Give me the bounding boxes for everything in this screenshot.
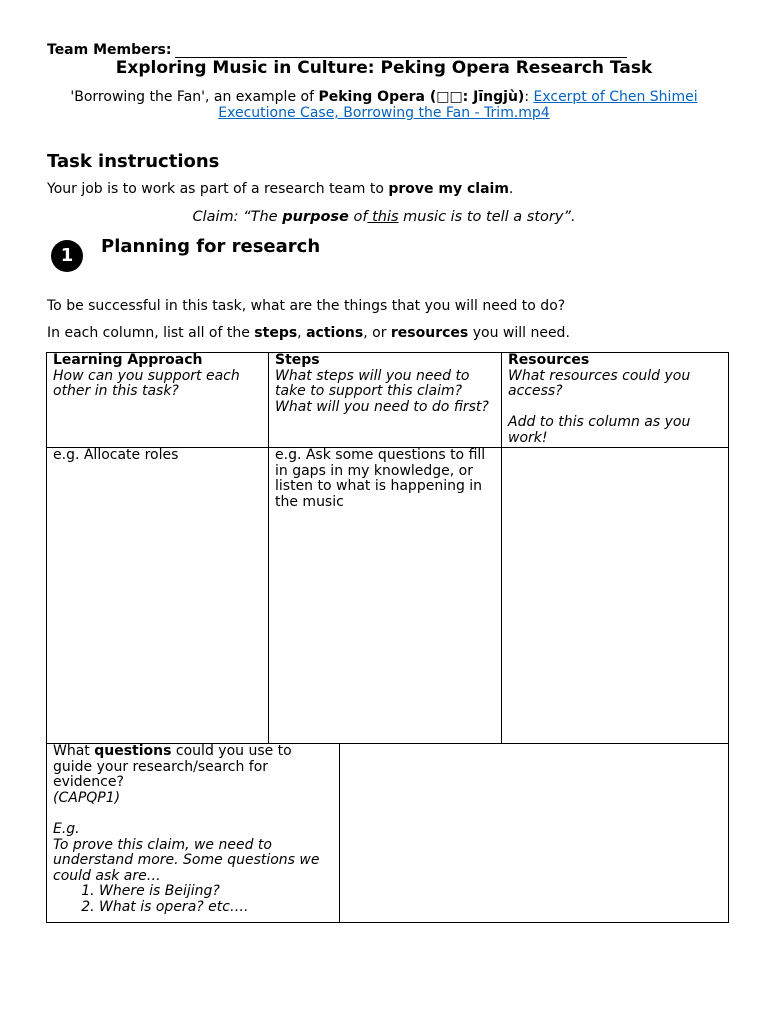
subtitle-bold: Peking Opera (□□: Jīngjù) — [318, 89, 525, 105]
claim-bold: purpose — [282, 209, 349, 225]
team-members-field — [47, 42, 627, 58]
job-suffix: . — [508, 181, 514, 197]
col3-note: Add to this column as you work! — [508, 414, 691, 446]
document-title: Exploring Music in Culture: Peking Opera Research Task — [115, 58, 653, 78]
subtitle-prefix: 'Borrowing the Fan', an example of — [70, 89, 319, 105]
col2-prompt: What steps will you need to take to support this claim? What will you need to do first? — [275, 367, 489, 415]
claim-mid: of — [348, 209, 368, 225]
claim-statement — [0, 209, 768, 225]
subtitle-colon: : — [524, 89, 534, 105]
claim-suffix: music is to tell a story”. — [398, 209, 576, 225]
questions-answer-cell[interactable] — [339, 743, 729, 923]
steps-answer[interactable]: e.g. Ask some questions to fill in gaps in my knowledge, or listen to what is happening in the music — [268, 447, 502, 744]
team-members-label: Team Members: — [47, 42, 172, 58]
q-b: could you use to guide your research/search for evidence? — [53, 743, 292, 791]
questions-code: (CAPQP1) — [53, 789, 121, 806]
q-a: What — [53, 743, 95, 759]
job-statement — [47, 181, 513, 197]
p2-d: you will need. — [468, 325, 570, 341]
claim-prefix: Claim: “The — [192, 209, 283, 225]
p2-steps: steps — [254, 325, 298, 341]
team-members-blank-line[interactable] — [175, 43, 627, 58]
job-prefix: Your job is to work as part of a research team to — [47, 181, 389, 197]
p2-c: , or — [363, 325, 391, 341]
header-learning-approach — [46, 352, 269, 448]
col3-prompt: What resources could you access? — [508, 367, 691, 400]
header-resources — [501, 352, 729, 448]
col1-title: Learning Approach — [53, 352, 203, 368]
planning-instruction — [47, 325, 570, 341]
questions-eg-text: To prove this claim, we need to understand more. Some questions we could ask are… — [53, 836, 320, 884]
p2-b: , — [297, 325, 307, 341]
q-bold: questions — [94, 743, 172, 759]
p2-resources: resources — [390, 325, 469, 341]
video-link[interactable]: Excerpt of Chen Shimei Executione Case, Borrowing the Fan - Trim.mp4 — [218, 89, 698, 121]
list-item: 1. Where is Beijing? — [99, 884, 333, 900]
header-steps — [268, 352, 502, 448]
p2-actions: actions — [306, 325, 364, 341]
learning-approach-answer[interactable]: e.g. Allocate roles — [46, 447, 269, 744]
planning-question: To be successful in this task, what are the things that you will need to do? — [47, 298, 566, 314]
claim-underlined: this — [367, 209, 399, 225]
p2-a: In each column, list all of the — [47, 325, 255, 341]
resources-answer[interactable] — [501, 447, 729, 744]
subtitle — [60, 89, 708, 121]
planning-heading: Planning for research — [101, 236, 321, 257]
questions-prompt — [53, 744, 333, 791]
col2-title: Steps — [275, 352, 320, 368]
step-number-badge: 1 — [51, 240, 83, 272]
questions-eg: E.g. — [53, 820, 80, 837]
task-instructions-heading: Task instructions — [47, 151, 220, 172]
questions-prompt-cell — [46, 743, 340, 923]
col1-prompt: How can you support each other in this task? — [53, 367, 240, 400]
list-item: 2. What is opera? etc…. — [99, 900, 333, 916]
example-questions-list — [53, 884, 333, 915]
col3-title: Resources — [508, 352, 590, 368]
job-bold: prove my claim — [388, 181, 509, 197]
